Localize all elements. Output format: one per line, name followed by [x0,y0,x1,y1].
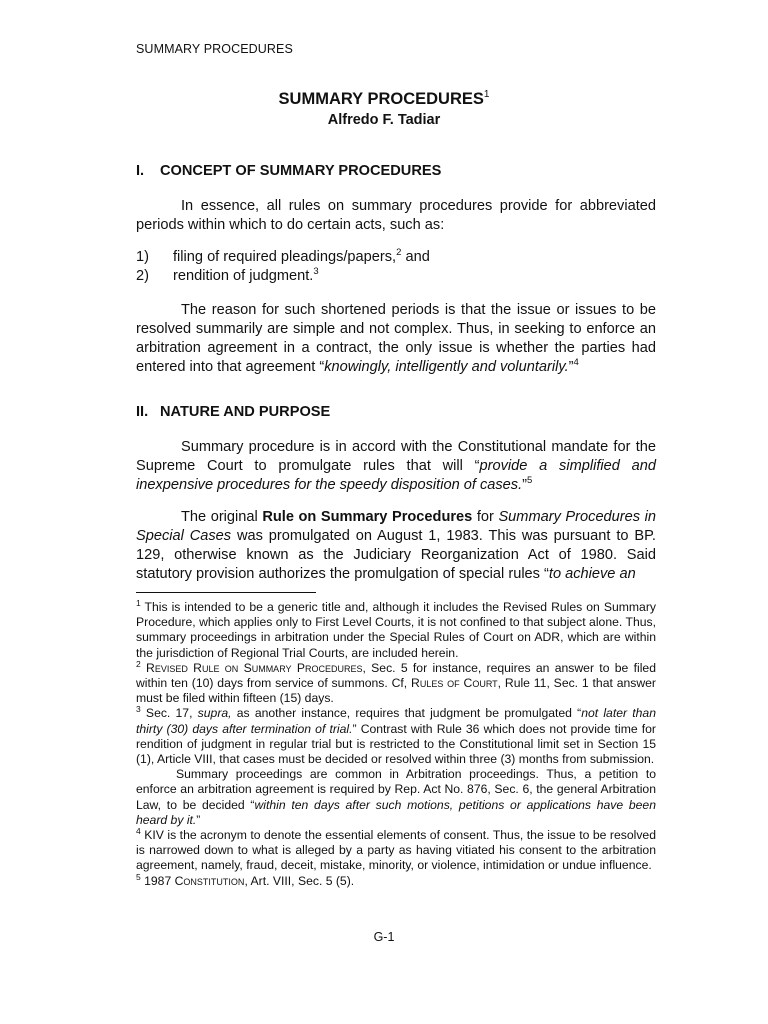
author-name: Alfredo F. Tadiar [327,112,441,128]
footnote-1: $^1$ This is intended to be a generic title and, although it includes the Revised Rules on Summary Procedure, which applies only to First Level Courts, it is not confined to that subject alone. Thus, summary proceedings in arbitration under the Special Rules of Court on ADR, which are within the jurisdiction of Regional Trial Courts, are included herein. [136,598,656,660]
running-header: SUMMARY PROCEDURES [136,42,293,56]
footnotes [136,600,656,889]
section-2-paragraph-2: The original Rule on Summary Procedures for Summary Procedures in Special Cases was promulgated on August 1, 1983. This was pursuant to BP. 129, otherwise known as the Judiciary Reorganization Act of 1980. Said statutory provision authorizes the promulgation of special rules “to achieve an [136,509,656,582]
section-1-paragraph-2: The reason for such shortened periods is that the issue or issues to be resolved summarily are simple and not complex. Thus, in seeking to enforce an arbitration agreement in a contract, the only issue is whether the parties had entered into that agreement “knowingly, intelligently and voluntarily.”$^4$ [136,302,656,375]
footnote-ref[interactable]: 3 [313,266,319,277]
footnote-5: $^5$ 1987 Constitution, Art. VIII, Sec. 5 (5). [136,871,355,888]
footnote-4: $^4$ KIV is the acronym to denote the essential elements of consent. Thus, the issue to be resolved is narrowed down to what is alleged by a party as having vitiated his consent to the arbitration agreement, namely, fraud, deceit, mistake, minority, or violence, intimidation or undue influence. [136,826,656,873]
title-footnote-ref[interactable]: 1 [483,89,490,100]
footnote-2: $^2$ Revised Rule on Summary Procedures, Sec. 5 for instance, requires an answer to be filed within ten (10) days from service of summons. Cf, Rules of Court, Rule 11, Sec. 1 that answer must be filed within fifteen (15) days. [136,658,656,706]
footnote-3: $^3$ Sec. 17, supra, as another instance, requires that judgment be promulgated “not later than thirty (30) days after termination of trial.” Contrast with Rule 36 which does not provide time for rendition of judgment in regular trial but is restricted to the Constitutional limit set in Section 15 (1), Article VIII, that cases must be decided or resolved within three (3) months from submission. [136,704,656,767]
list-item: 1) filing of required pleadings/papers,$^2$ and [136,247,430,265]
title-block [0,90,768,128]
page-number: G-1 [373,930,395,944]
section-1-paragraph-1: In essence, all rules on summary procedures provide for abbreviated periods within which to do certain acts, such as: [136,198,656,233]
document-title: SUMMARY PROCEDURES$^1$ [278,89,490,108]
section-1-heading: I. CONCEPT OF SUMMARY PROCEDURES [136,163,442,179]
footnote-separator [136,592,316,593]
footnote-ref[interactable]: 2 [396,247,402,258]
acts-list [136,248,430,286]
footnote-ref[interactable]: 5 [527,475,533,486]
list-item: 2) rendition of judgment.$^3$ [136,266,319,284]
section-2-heading: II. NATURE AND PURPOSE [136,404,331,420]
section-2-paragraph-1: Summary procedure is in accord with the Constitutional mandate for the Supreme Court to promulgate rules that will “provide a simplified and inexpensive procedures for the speedy disposition of cases.”$^5$ [136,439,656,493]
footnote-3-continued: Summary proceedings are common in Arbitration proceedings. Thus, a petition to enforce an arbitration agreement is required by Rep. Act No. 876, Sec. 6, the general Arbitration Law, to be decided “within ten days after such motions, petitions or applications have been heard by it.” [136,767,656,827]
footnote-ref[interactable]: 4 [573,357,579,368]
